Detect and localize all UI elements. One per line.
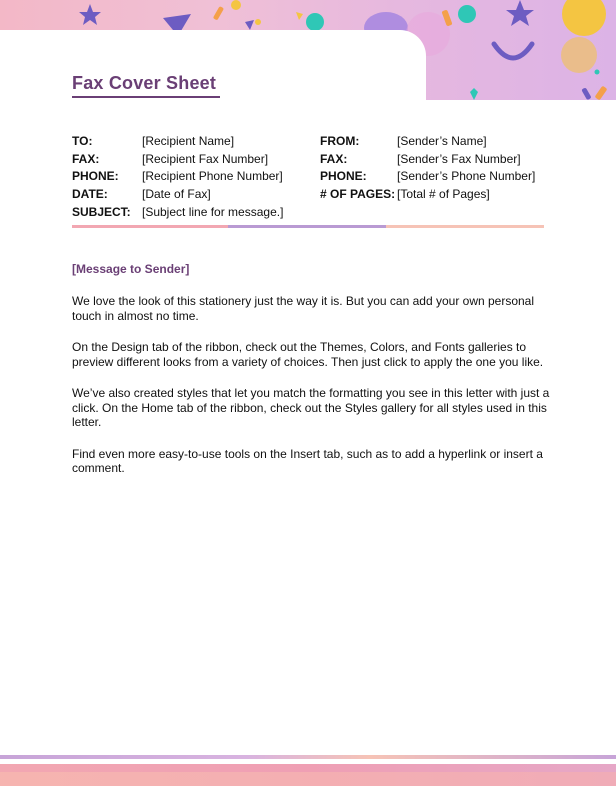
field-value: [Total # of Pages]	[397, 187, 490, 202]
smile-arc	[494, 44, 532, 58]
field-label: SUBJECT:	[72, 204, 131, 219]
recipient-row	[72, 168, 283, 186]
field-label: TO:	[72, 134, 93, 148]
teal-circle	[458, 5, 476, 23]
confetti-stick	[595, 86, 608, 101]
body-paragraph: We’ve also created styles that let you match the formatting you see in this letter with just a click. On the Home tab of the ribbon, check out the Styles gallery for all styles used in this letter.	[72, 386, 550, 429]
dot-shape	[231, 0, 241, 10]
message-body	[72, 294, 550, 493]
divider-segment-pink	[72, 225, 228, 228]
field-label: # OF PAGES:	[320, 187, 396, 202]
triangle-shape	[296, 12, 303, 20]
yellow-circle	[562, 0, 606, 36]
field-value: [Sender’s Name]	[397, 134, 487, 148]
teal-circle	[306, 13, 324, 31]
footer-line	[0, 755, 616, 759]
sender-row	[320, 151, 535, 169]
page-title: Fax Cover Sheet	[72, 73, 220, 98]
triangle-shape	[245, 20, 254, 30]
field-value: [Sender’s Phone Number]	[397, 169, 536, 184]
recipient-row	[72, 186, 283, 204]
field-label: FROM:	[320, 134, 360, 148]
dotted-circle	[561, 37, 597, 73]
dot-shape	[255, 19, 261, 25]
footer-band-highlight	[0, 772, 616, 786]
field-label: FAX:	[320, 151, 348, 166]
divider-segment-peach	[386, 225, 544, 228]
recipient-info	[72, 133, 283, 222]
field-value: [Recipient Fax Number]	[142, 151, 269, 166]
field-label: PHONE:	[72, 169, 119, 184]
message-heading: [Message to Sender]	[72, 262, 190, 276]
body-paragraph: On the Design tab of the ribbon, check out the Themes, Colors, and Fonts galleries to preview different looks from a variety of choices. Then just click to apply the one you like.	[72, 340, 544, 369]
dot-shape	[595, 70, 600, 75]
recipient-row	[72, 204, 283, 222]
field-value: [Sender’s Fax Number]	[397, 151, 521, 166]
sender-info	[320, 133, 535, 204]
recipient-row	[72, 151, 283, 169]
confetti-stick	[581, 87, 591, 100]
sender-row	[320, 168, 535, 186]
confetti-stick	[213, 6, 224, 21]
field-value: [Date of Fax]	[142, 187, 211, 202]
field-value: [Recipient Name]	[142, 134, 235, 148]
field-label: DATE:	[72, 187, 108, 202]
sender-row	[320, 186, 535, 204]
field-value: [Subject line for message.]	[142, 204, 284, 219]
divider-segment-lavender	[228, 225, 386, 228]
star-shape	[506, 0, 534, 26]
body-paragraph: We love the look of this stationery just the way it is. But you can add your own personal touch in almost no time.	[72, 294, 535, 323]
body-paragraph: Find even more easy-to-use tools on the Insert tab, such as to add a hyperlink or insert a comment.	[72, 446, 543, 475]
field-label: FAX:	[72, 151, 100, 166]
field-value: [Recipient Phone Number]	[142, 169, 283, 184]
teal-shape	[470, 88, 478, 100]
sender-row	[320, 133, 535, 151]
field-label: PHONE:	[320, 169, 367, 184]
star-shape	[79, 4, 101, 25]
recipient-row	[72, 133, 283, 151]
